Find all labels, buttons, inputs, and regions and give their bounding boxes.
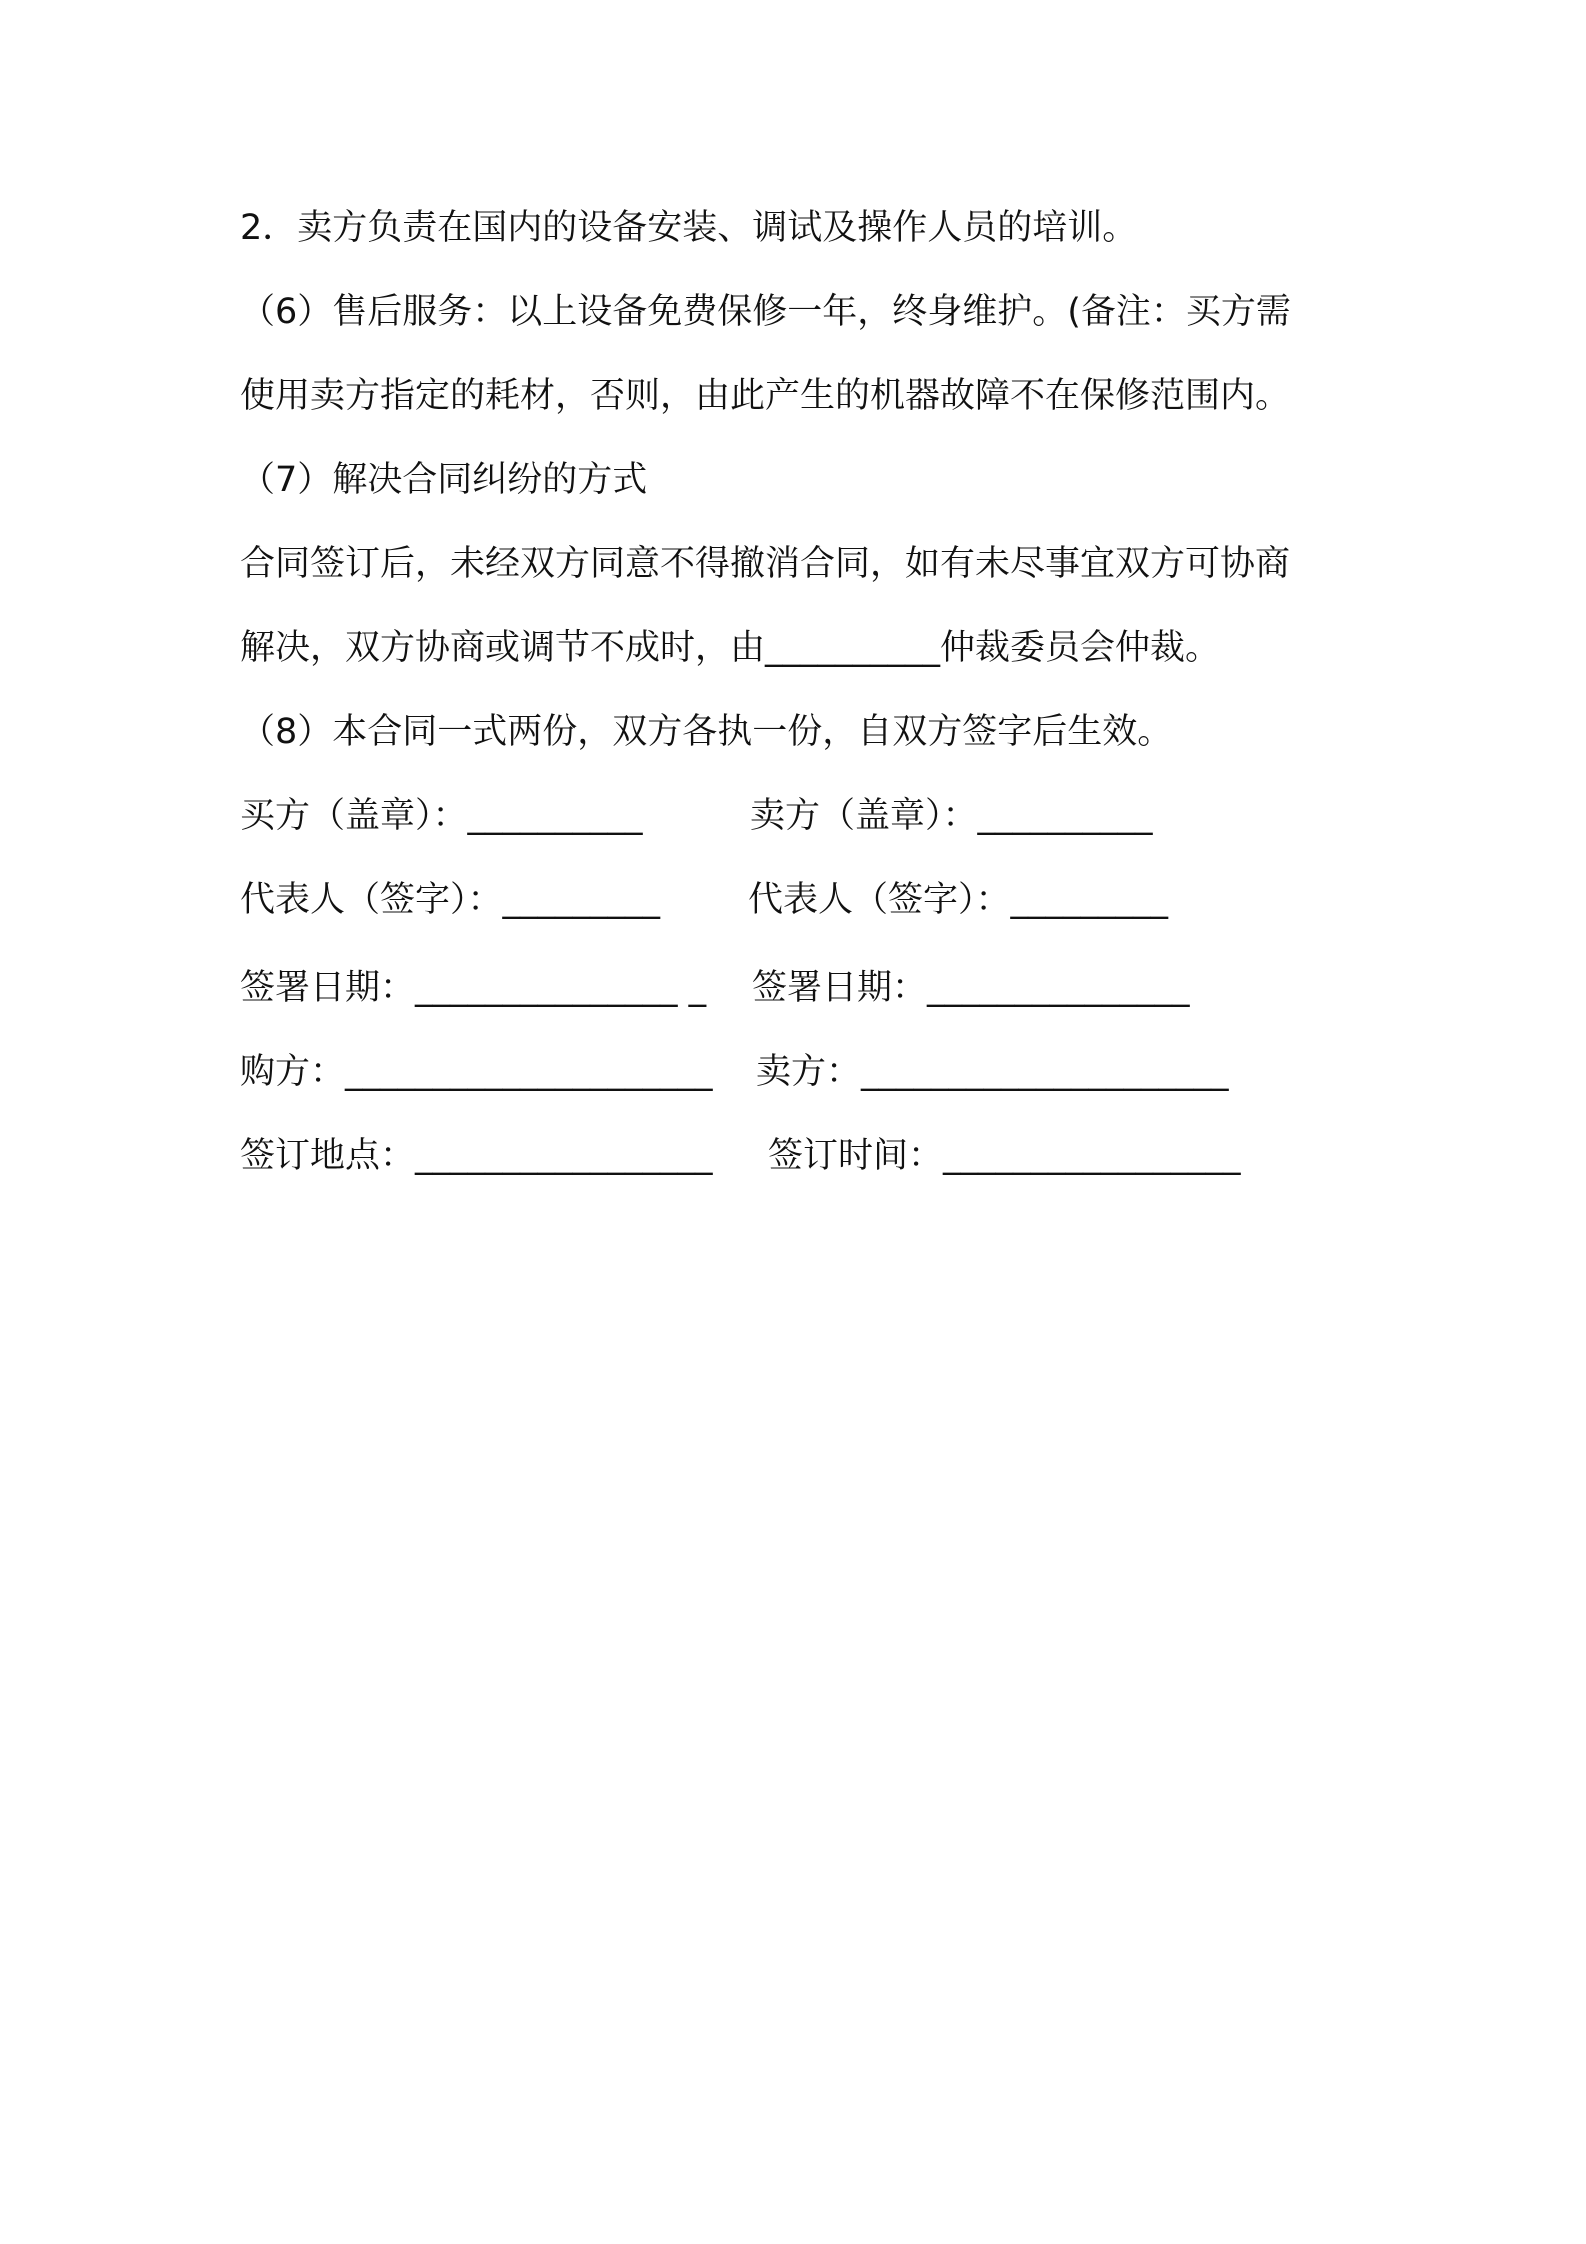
seller-field: 卖方：_____________________ <box>756 1052 1229 1092</box>
paragraph-dispute-heading: （7）解决合同纠纷的方式 <box>240 460 648 500</box>
paragraph-arbitration: 解决，双方协商或调节不成时，由__________仲裁委员会仲裁。 <box>240 628 1221 668</box>
paragraph-after-sales-service: （6）售后服务：以上设备免费保修一年，终身维护。(备注：买方需 <box>240 292 1291 332</box>
buyer-signing-date-field: 签署日期：_______________ _ <box>240 968 707 1008</box>
paragraph-dispute-terms: 合同签订后，未经双方同意不得撤消合同，如有未尽事宜双方可协商 <box>240 544 1291 584</box>
paragraph-consumables-note: 使用卖方指定的耗材，否则，由此产生的机器故障不在保修范围内。 <box>240 376 1291 416</box>
signing-place-field: 签订地点：_________________ <box>240 1136 713 1176</box>
purchaser-field: 购方：_____________________ <box>240 1052 713 1092</box>
seller-representative-field: 代表人（签字）：_________ <box>748 880 1169 920</box>
paragraph-seller-installation: 2．卖方负责在国内的设备安装、调试及操作人员的培训。 <box>240 208 1138 248</box>
buyer-seal-field: 买方（盖章）：__________ <box>240 796 643 836</box>
seller-seal-field: 卖方（盖章）：__________ <box>750 796 1153 836</box>
seller-signing-date-field: 签署日期：_______________ <box>752 968 1190 1008</box>
signing-time-field: 签订时间：_________________ <box>768 1136 1241 1176</box>
paragraph-copies-effective: （8）本合同一式两份，双方各执一份，自双方签字后生效。 <box>240 712 1173 752</box>
buyer-representative-field: 代表人（签字）：_________ <box>240 880 661 920</box>
